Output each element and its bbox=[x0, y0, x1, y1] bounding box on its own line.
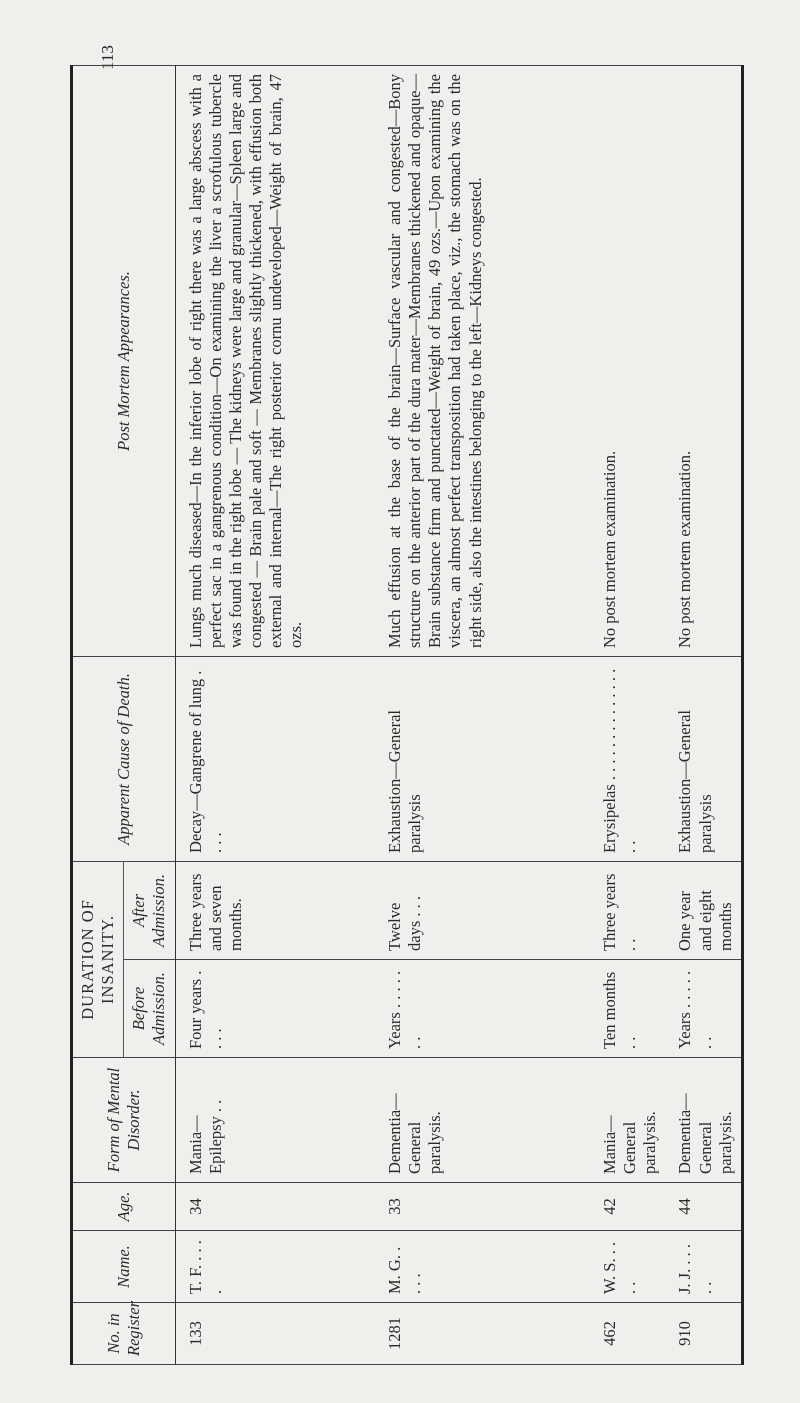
cause-cell: Erysipelas . . . . . . . . . . . . . . . . bbox=[590, 656, 665, 861]
header-before-admission: Before Admission. bbox=[124, 960, 175, 1058]
table-row bbox=[375, 66, 590, 1365]
after-admission-cell: One year and eight months bbox=[665, 861, 742, 959]
cause-cell: Exhaustion—General paralysis bbox=[665, 656, 742, 861]
header-post-mortem: Post Mortem Appearances. bbox=[72, 66, 176, 657]
table-row bbox=[665, 66, 742, 1365]
register-number-cell: 910 bbox=[665, 1303, 742, 1365]
cause-cell: Exhaustion—General paralysis bbox=[375, 656, 590, 861]
name-cell: T. F. . . . . bbox=[175, 1231, 375, 1303]
form-cell: Dementia—General paralysis. bbox=[375, 1058, 590, 1183]
table-row bbox=[175, 66, 375, 1365]
register-number-cell: 133 bbox=[175, 1303, 375, 1365]
post-mortem-cell: Much effusion at the base of the brain—Surface vascular and congested—Bony structure on the anterior part of the dura mater—Membranes thickened and opaque—Brain substance firm and punctated—Weight of brain, 49 ozs.—Upon examining the viscera, an almost perfect transposition had taken place, viz., the stomach was on the right side, also the intestines belonging to the left—Kidneys congested. bbox=[375, 66, 590, 657]
name-cell: W. S. . . . . bbox=[590, 1231, 665, 1303]
name-cell: J. J. . . . . . bbox=[665, 1231, 742, 1303]
register-number-cell: 1281 bbox=[375, 1303, 590, 1365]
form-cell: Mania—Epilepsy . . bbox=[175, 1058, 375, 1183]
header-no-in-register: No. in Register bbox=[72, 1303, 176, 1365]
form-cell: Mania—General paralysis. bbox=[590, 1058, 665, 1183]
form-cell: Dementia—General paralysis. bbox=[665, 1058, 742, 1183]
table-row bbox=[590, 66, 665, 1365]
header-duration-of-insanity: DURATION OF INSANITY. bbox=[72, 861, 124, 1057]
after-admission-cell: Three years . . bbox=[590, 861, 665, 959]
header-age: Age. bbox=[72, 1183, 176, 1231]
post-mortem-cell: Lungs much diseased—In the inferior lobe of right there was a large abscess with a perfect sac in a gangrenous condition—On examining the liver a scrofulous tubercle was found in the right lobe — The kidneys were large and granular—Spleen large and congested — Brain pale and soft — Membranes slightly thickened, with effusion both external and internal—The right posterior cornu undeveloped—Weight of brain, 47 ozs. bbox=[175, 66, 375, 657]
after-admission-cell: Three years and seven months. bbox=[175, 861, 375, 959]
age-cell: 33 bbox=[375, 1183, 590, 1231]
page-number: 113 bbox=[98, 45, 117, 70]
header-name: Name. bbox=[72, 1231, 176, 1303]
before-admission-cell: Four years . . . . bbox=[175, 960, 375, 1058]
mortality-register-table bbox=[70, 65, 735, 1365]
age-cell: 34 bbox=[175, 1183, 375, 1231]
register-number-cell: 462 bbox=[590, 1303, 665, 1365]
header-cause-of-death: Apparent Cause of Death. bbox=[72, 656, 176, 861]
post-mortem-cell: No post mortem examination. bbox=[665, 66, 742, 657]
after-admission-cell: Twelve days . . . bbox=[375, 861, 590, 959]
before-admission-cell: Ten months . . bbox=[590, 960, 665, 1058]
post-mortem-cell: No post mortem examination. bbox=[590, 66, 665, 657]
before-admission-cell: Years . . . . . . . bbox=[665, 960, 742, 1058]
age-cell: 42 bbox=[590, 1183, 665, 1231]
header-after-admission: After Admission. bbox=[124, 861, 175, 959]
age-cell: 44 bbox=[665, 1183, 742, 1231]
header-form-of-disorder: Form of Mental Disorder. bbox=[72, 1058, 176, 1183]
cause-cell: Decay—Gangrene of lung . . . . bbox=[175, 656, 375, 861]
before-admission-cell: Years . . . . . . . bbox=[375, 960, 590, 1058]
name-cell: M. G. . . . . bbox=[375, 1231, 590, 1303]
